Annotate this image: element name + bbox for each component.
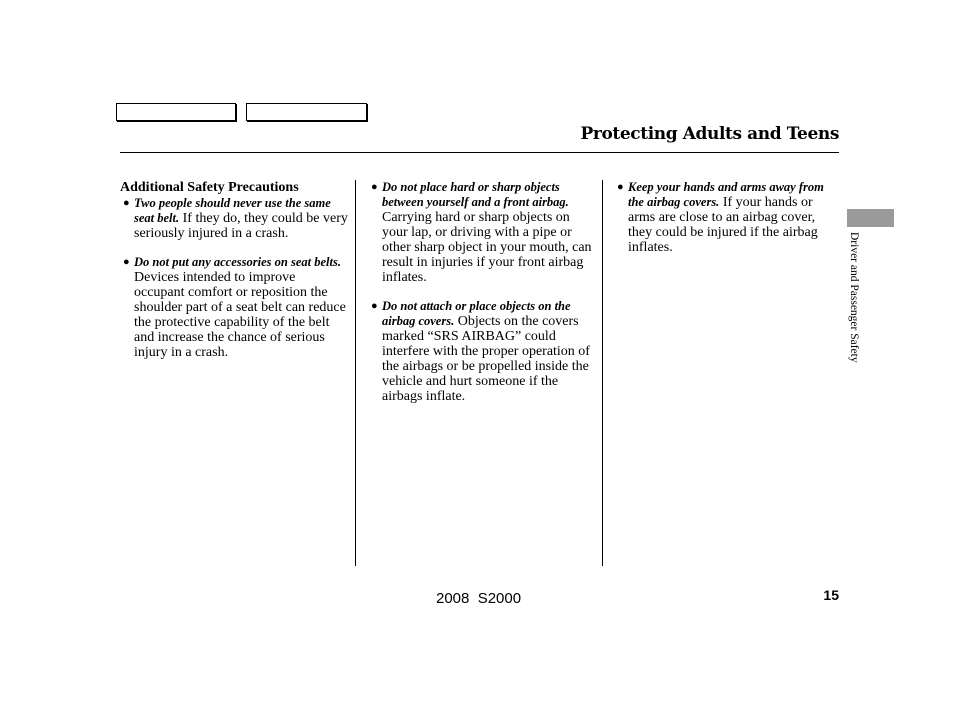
bullet-item bbox=[614, 180, 840, 255]
bullet-lead: Do not put any accessories on seat belts. bbox=[134, 255, 341, 269]
bullet-item bbox=[120, 196, 348, 241]
column-3 bbox=[614, 180, 840, 269]
bullet-icon: ● bbox=[371, 181, 378, 193]
bullet-lead: Do not attach or place objects on the airbag covers. bbox=[382, 299, 571, 328]
bullet-text: If they do, they could be very seriously injured in a crash. bbox=[134, 211, 348, 241]
nav-button-next[interactable] bbox=[246, 103, 367, 121]
bullet-text: Devices intended to improve occupant comfort or reposition the shoulder part of a seat belt can reduce the protective capability of the belt and increase the chance of serious injury in a crash. bbox=[134, 270, 346, 360]
section-heading: Additional Safety Precautions bbox=[120, 180, 299, 195]
bullet-lead: Two people should never use the same seat belt. bbox=[134, 196, 331, 225]
bullet-lead: Keep your hands and arms away from the airbag covers. bbox=[628, 180, 824, 209]
bullet-icon: ● bbox=[371, 300, 378, 312]
section-tab-label: Driver and Passenger Safety bbox=[848, 232, 860, 363]
bullet-item bbox=[120, 255, 348, 360]
footer-model: 2008 S2000 bbox=[436, 590, 522, 607]
bullet-text: If your hands or arms are close to an airbag cover, they could be injured if the airbag inflates. bbox=[628, 195, 818, 255]
bullet-text: Objects on the covers marked “SRS AIRBAG” could interfere with the proper operation of the airbags or be propelled inside the vehicle and hurt someone if the airbags inflate. bbox=[382, 314, 590, 404]
column-divider bbox=[355, 180, 356, 566]
column-1 bbox=[120, 180, 348, 374]
bullet-icon: ● bbox=[123, 256, 130, 268]
page-number: 15 bbox=[823, 587, 839, 603]
column-divider bbox=[602, 180, 603, 566]
bullet-lead: Do not place hard or sharp objects between yourself and a front airbag. bbox=[382, 180, 569, 209]
bullet-item bbox=[368, 299, 596, 404]
title-divider bbox=[120, 152, 839, 153]
bullet-text: Carrying hard or sharp objects on your lap, or driving with a pipe or other sharp object in your mouth, can result in injuries if your front airbag inflates. bbox=[382, 210, 592, 285]
page-title: Protecting Adults and Teens bbox=[580, 124, 839, 144]
bullet-icon: ● bbox=[123, 197, 130, 209]
column-2 bbox=[368, 180, 596, 418]
bullet-icon: ● bbox=[617, 181, 624, 193]
section-tab[interactable] bbox=[847, 209, 894, 227]
bullet-item bbox=[368, 180, 596, 285]
nav-button-previous[interactable] bbox=[116, 103, 236, 121]
